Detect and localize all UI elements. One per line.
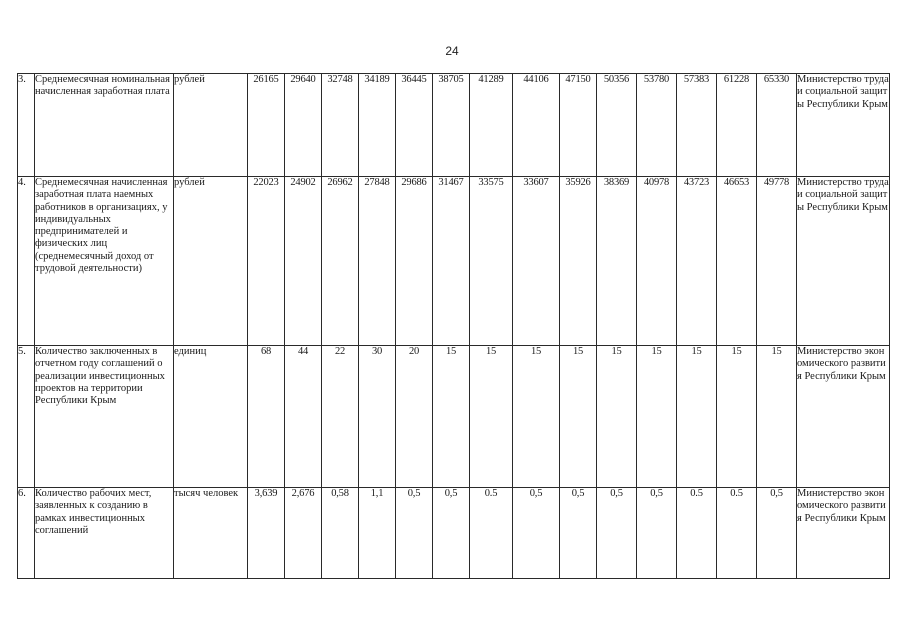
value-cell: 15 [677,346,717,488]
value-cell: 20 [396,346,433,488]
value-cell: 33575 [470,177,513,346]
value-cell: 15 [757,346,797,488]
value-cell: 22 [322,346,359,488]
value-cell: 68 [248,346,285,488]
table-row [18,74,890,177]
value-cell: 24902 [285,177,322,346]
value-cell: 57383 [677,74,717,177]
indicators-table [17,73,890,579]
value-cell: 0,5 [637,488,677,579]
value-cell: 30 [359,346,396,488]
value-cell: 65330 [757,74,797,177]
value-cell: 0,5 [597,488,637,579]
row-number: 4. [18,177,35,346]
indicator-name: Среднемесячная начисленная заработная плата наемных работников в организациях, у индивидуальных предпринимателей и физических лиц (среднемесячный доход от трудовой деятельности) [35,177,174,346]
value-cell: 15 [470,346,513,488]
unit-cell: рублей [174,74,248,177]
value-cell: 0,5 [513,488,560,579]
page-number: 24 [445,44,459,58]
value-cell: 27848 [359,177,396,346]
value-cell: 2,676 [285,488,322,579]
value-cell: 49778 [757,177,797,346]
value-cell: 1,1 [359,488,396,579]
row-number: 6. [18,488,35,579]
value-cell: 26165 [248,74,285,177]
value-cell: 15 [717,346,757,488]
value-cell: 0,5 [757,488,797,579]
table-row [18,177,890,346]
value-cell: 3,639 [248,488,285,579]
value-cell: 53780 [637,74,677,177]
table-row [18,346,890,488]
value-cell: 33607 [513,177,560,346]
value-cell: 15 [513,346,560,488]
value-cell: 0.5 [470,488,513,579]
value-cell: 38705 [433,74,470,177]
value-cell: 0.5 [677,488,717,579]
value-cell: 35926 [560,177,597,346]
unit-cell: рублей [174,177,248,346]
value-cell: 50356 [597,74,637,177]
table-row [18,488,890,579]
value-cell: 15 [637,346,677,488]
row-number: 5. [18,346,35,488]
value-cell: 0,5 [560,488,597,579]
value-cell: 26962 [322,177,359,346]
value-cell: 29640 [285,74,322,177]
value-cell: 22023 [248,177,285,346]
value-cell: 0,58 [322,488,359,579]
value-cell: 46653 [717,177,757,346]
value-cell: 43723 [677,177,717,346]
value-cell: 0,5 [433,488,470,579]
value-cell: 15 [560,346,597,488]
executor-cell: Министерство труда и социальной защиты Республики Крым [797,74,890,177]
value-cell: 38369 [597,177,637,346]
value-cell: 0.5 [717,488,757,579]
value-cell: 44 [285,346,322,488]
unit-cell: тысяч человек [174,488,248,579]
unit-cell: единиц [174,346,248,488]
row-number: 3. [18,74,35,177]
executor-cell: Министерство экономического развития Республики Крым [797,346,890,488]
value-cell: 0,5 [396,488,433,579]
indicator-name: Среднемесячная номинальная начисленная заработная плата [35,74,174,177]
value-cell: 29686 [396,177,433,346]
value-cell: 31467 [433,177,470,346]
value-cell: 40978 [637,177,677,346]
value-cell: 15 [597,346,637,488]
value-cell: 36445 [396,74,433,177]
value-cell: 32748 [322,74,359,177]
executor-cell: Министерство труда и социальной защиты Республики Крым [797,177,890,346]
executor-cell: Министерство экономического развития Республики Крым [797,488,890,579]
value-cell: 34189 [359,74,396,177]
indicator-name: Количество рабочих мест, заявленных к созданию в рамках инвестиционных соглашений [35,488,174,579]
value-cell: 47150 [560,74,597,177]
value-cell: 44106 [513,74,560,177]
indicator-name: Количество заключенных в отчетном году соглашений о реализации инвестиционных проектов на территории Республики Крым [35,346,174,488]
value-cell: 41289 [470,74,513,177]
value-cell: 15 [433,346,470,488]
value-cell: 61228 [717,74,757,177]
